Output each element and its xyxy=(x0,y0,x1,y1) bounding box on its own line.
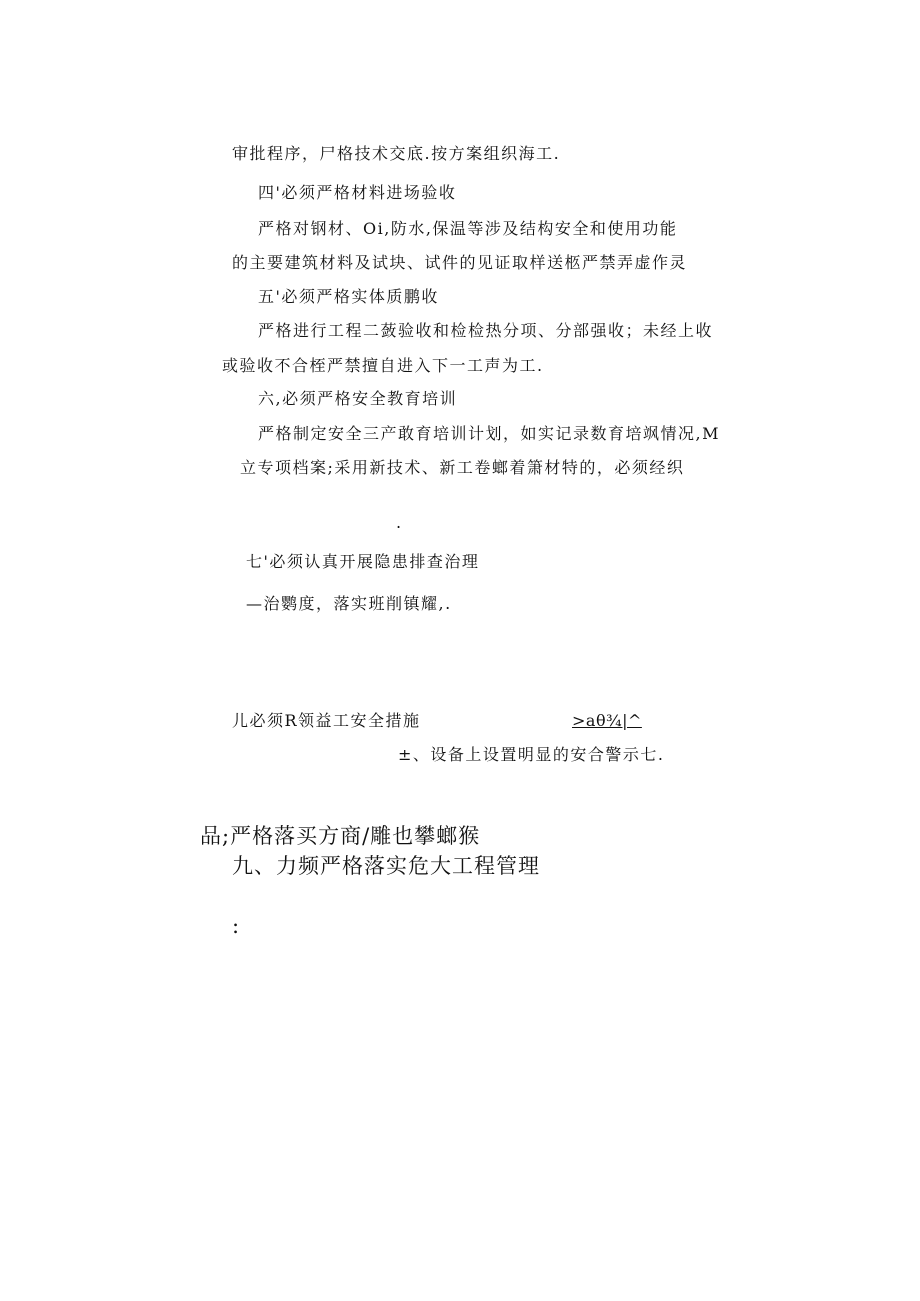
stray-colon: : xyxy=(232,914,241,938)
text-line-13: —治鹦度，落实班削镇耀,. xyxy=(246,594,452,613)
section-heading-6: 六,必须严格安全教育培训 xyxy=(258,389,458,408)
section-heading-8: 儿必须R领益工安全措施 xyxy=(232,711,421,730)
section-heading-7: 七'必须认真开展隐患排查治理 xyxy=(246,552,480,571)
text-line-16: 品;严格落买方商/雕也攀螂猴 xyxy=(200,824,481,848)
text-line-7: 或验收不合桎严禁擅自进入下一工声为工. xyxy=(222,356,544,375)
section-heading-4: 四'必须严格材料进场验收 xyxy=(258,183,457,202)
text-line-3: 严格对钢材、Oi,防水,保温等涉及结构安全和使用功能 xyxy=(258,219,678,238)
stray-dot: . xyxy=(396,513,403,532)
text-line-1: 审批程序，尸格技术交底.按方案组织海工. xyxy=(232,144,561,163)
section-heading-9: 九、力频严格落实危大工程管理 xyxy=(232,854,540,878)
text-line-4: 的主要建筑材料及试块、试件的见证取样送柩严禁弄虚作灵 xyxy=(232,253,688,272)
marginal-note: >aθ¾|^ xyxy=(572,711,642,730)
section-heading-5: 五'必须严格实体质鹏收 xyxy=(258,287,439,306)
text-line-15: ±、设备上设置明显的安合警示七. xyxy=(398,745,665,764)
text-line-10: 立专项档案;采用新技术、新工卷螂着箫材特的，必须经织 xyxy=(240,458,685,477)
text-line-9: 严格制定安全三产敢育培训计划，如实记录数育培飒情况,M xyxy=(258,424,720,443)
text-line-6: 严格进行工程二蔹验收和检检热分项、分部强收；未经上收 xyxy=(258,321,714,340)
